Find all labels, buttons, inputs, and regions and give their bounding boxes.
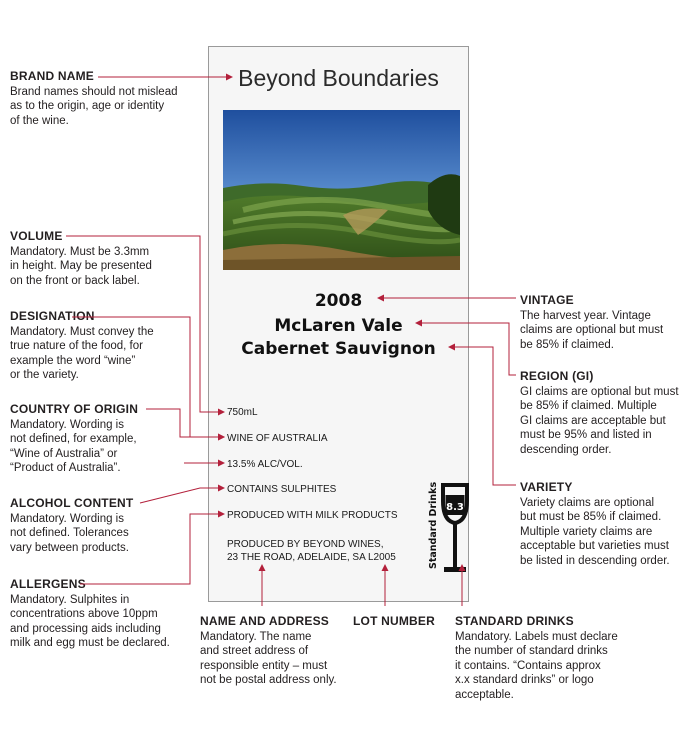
annotation-heading: ALLERGENS [10,577,86,591]
annotation-text: Brand names should not mislead [10,85,178,98]
annotation-heading: COUNTRY OF ORIGIN [10,402,139,416]
standard-drinks-text: Standard Drinks [428,481,439,569]
annotation-text: not defined. Tolerances [10,527,129,540]
connector-variety [449,347,516,485]
label-region: McLaren Vale [274,316,403,336]
annotation-text: example the word “wine” [10,354,136,367]
annotation-text: not be postal address only. [200,674,337,687]
annotation-text: Multiple variety claims are [520,525,653,538]
standard-drinks-value: 8.3 [446,502,464,513]
annotation-text: “Wine of Australia” or [10,447,118,460]
annotation-text: Variety claims are optional [520,496,655,509]
connector-lines [66,77,516,606]
label-milk-products: PRODUCED WITH MILK PRODUCTS [227,510,398,521]
label-volume: 750mL [227,407,258,418]
annotation-text: vary between products. [10,541,129,554]
annotation-text: it contains. “Contains approx [455,659,601,672]
annotation-text: Mandatory. Wording is [10,512,124,525]
annotation-text: as to the origin, age or identity [10,100,165,113]
annotation-text: in height. May be presented [10,260,152,273]
annotation-text: true nature of the food, for [10,340,143,353]
annotation-heading: STANDARD DRINKS [455,614,574,628]
annotation-text: x.x standard drinks” or logo [455,674,594,687]
annotation-text: Mandatory. Must be 3.3mm [10,245,150,258]
annotation-heading: REGION (GI) [520,369,594,383]
annotation-text: be 85% if claimed. Multiple [520,400,657,413]
annotation-text: acceptable. [455,688,514,701]
annotation-heading: LOT NUMBER [353,614,435,628]
annotation-text: Mandatory. Wording is [10,418,124,431]
connector-alcohol-sulphites [140,488,224,503]
annotation-heading: BRAND NAME [10,69,94,83]
annotation-text: and processing aids including [10,622,161,635]
annotation-text: not defined, for example, [10,433,137,446]
label-brand-name: Beyond Boundaries [238,65,439,91]
annotation-heading: VINTAGE [520,293,574,307]
annotation-text: “Product of Australia”. [10,462,121,475]
annotation-text: claims are optional but must [520,324,664,337]
annotation-heading: NAME AND ADDRESS [200,614,329,628]
connector-allergens [80,514,224,584]
annotation-text: Mandatory. Sulphites in [10,593,130,606]
label-vintage: 2008 [314,291,363,311]
label-alcohol-content: 13.5% ALC/VOL. [227,459,303,470]
annotation-heading: DESIGNATION [10,309,95,323]
annotation-text: acceptable but varieties must [520,540,669,553]
annotation-text: but must be 85% if claimed. [520,511,662,524]
annotation-text: Mandatory. Must convey the [10,325,154,338]
annotation-text: GI claims are optional but must [520,385,679,398]
label-address-line-1: PRODUCED BY BEYOND WINES, [227,539,384,550]
annotation-text: milk and egg must be declared. [10,637,170,650]
label-country-of-origin: WINE OF AUSTRALIA [227,433,328,444]
annotation-text: or the variety. [10,369,79,382]
annotation-heading: VARIETY [520,480,573,494]
annotation-text: of the wine. [10,114,69,127]
annotation-heading: VOLUME [10,229,63,243]
label-sulphites: CONTAINS SULPHITES [227,484,337,495]
connector-designation [72,317,224,437]
label-address-line-2: 23 THE ROAD, ADELAIDE, SA L2005 [227,552,396,563]
annotation-text: The harvest year. Vintage [520,309,651,322]
annotation-text: the number of standard drinks [455,645,608,658]
annotation-text: Mandatory. The name [200,630,312,643]
annotation-text: GI claims are acceptable but [520,414,666,427]
annotation-text: be listed in descending order. [520,554,670,567]
annotation-text: must be 95% and listed in [520,429,652,442]
annotation-heading: ALCOHOL CONTENT [10,496,134,510]
annotation-text: on the front or back label. [10,274,140,287]
annotation-text: concentrations above 10ppm [10,608,158,621]
label-variety: Cabernet Sauvignon [241,339,436,359]
annotation-text: responsible entity – must [200,659,328,672]
annotation-text: be 85% if claimed. [520,338,614,351]
connector-country-of-origin [146,409,224,437]
annotation-text: and street address of [200,645,309,658]
annotation-text: descending order. [520,443,612,456]
annotation-text: Mandatory. Labels must declare [455,630,618,643]
connector-region [416,323,516,375]
connector-volume [66,236,224,412]
